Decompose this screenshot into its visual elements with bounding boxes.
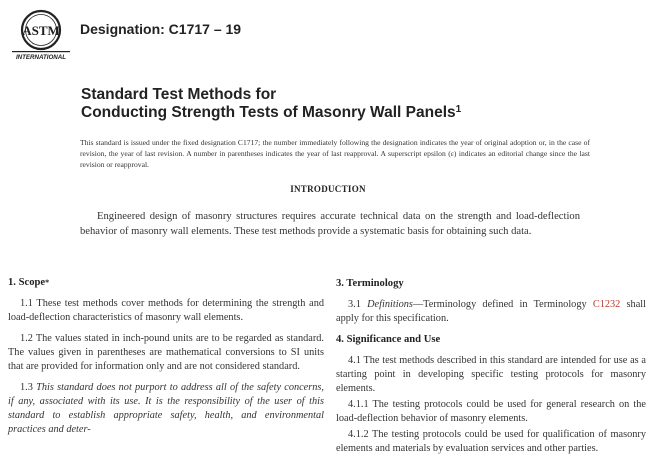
scope-heading <box>8 276 324 290</box>
section-1-2: 1.2 The values stated in inch-pound units are to be regarded as standard. The values given in parentheses are mathematical conversions to SI units that are provided for information only and are not considered standard. <box>8 333 324 372</box>
section-4-1-1: 4.1.1 The testing protocols could be used for general research on the load-deflection behavior of masonry elements. <box>336 399 646 424</box>
right-column <box>336 277 646 458</box>
section-3-1-text: —Terminology defined in Terminology <box>412 299 593 310</box>
section-4-1: 4.1 The test methods described in this standard are intended for use as a starting point in developing specific testing protocols for masonry elements. <box>336 355 646 394</box>
c1232-link[interactable]: C1232 <box>592 299 621 310</box>
section-3-1-term: Definitions <box>367 299 413 310</box>
introduction-text: Engineered design of masonry structures requires accurate technical data on the strength and load-deflection behavior of masonry wall elements. These test methods provide a systematic basis for obtaining such data. <box>80 211 580 237</box>
astm-logo <box>12 9 70 61</box>
document-title <box>81 86 601 122</box>
section-3-1-tail: shall apply for this specification. <box>336 299 646 324</box>
section-1-1: 1.1 These test methods cover methods for determining the strength and load-deflection characteristics of masonry wall elements. <box>8 298 324 323</box>
scope-mark: * <box>45 278 50 287</box>
logo-subtext: INTERNATIONAL <box>15 54 67 61</box>
section-4-1-2: 4.1.2 The testing protocols could be used for qualification of masonry elements and materials by evaluation services and other parties. <box>336 429 646 454</box>
section-1-3-text: This standard does not purport to address all of the safety concerns, if any, associated with its use. It is the responsibility of the user of this standard to establish appropriate safety, health, and environmental practices and deter- <box>8 382 324 435</box>
issued-note: This standard is issued under the fixed designation C1717; the number immediately following the designation indicates the year of original adoption or, in the case of revision, the year of last revision. A number in parentheses indicates the year of last reapproval. A superscript epsilon (ε) indicates an editorial change since the last revision or reapproval. <box>80 138 590 169</box>
title-line-2-text: Conducting Strength Tests of Masonry Wall Panels <box>81 104 456 121</box>
left-column <box>8 276 324 444</box>
section-1-3-number: 1.3 <box>20 382 33 393</box>
scope-heading-text: 1. Scope <box>8 277 46 288</box>
logo-text: ASTM <box>22 23 60 38</box>
section-3-1-number: 3.1 <box>348 299 361 310</box>
title-line-2 <box>81 104 601 122</box>
introduction-heading: INTRODUCTION <box>290 184 366 194</box>
title-footnote-mark: 1 <box>455 104 462 115</box>
terminology-heading: 3. Terminology <box>336 278 404 289</box>
designation: Designation: C1717 – 19 <box>80 21 242 37</box>
section-1-3 <box>8 381 324 437</box>
section-3-1 <box>336 298 646 326</box>
title-line-1: Standard Test Methods for <box>81 86 277 103</box>
significance-heading: 4. Significance and Use <box>336 334 441 345</box>
